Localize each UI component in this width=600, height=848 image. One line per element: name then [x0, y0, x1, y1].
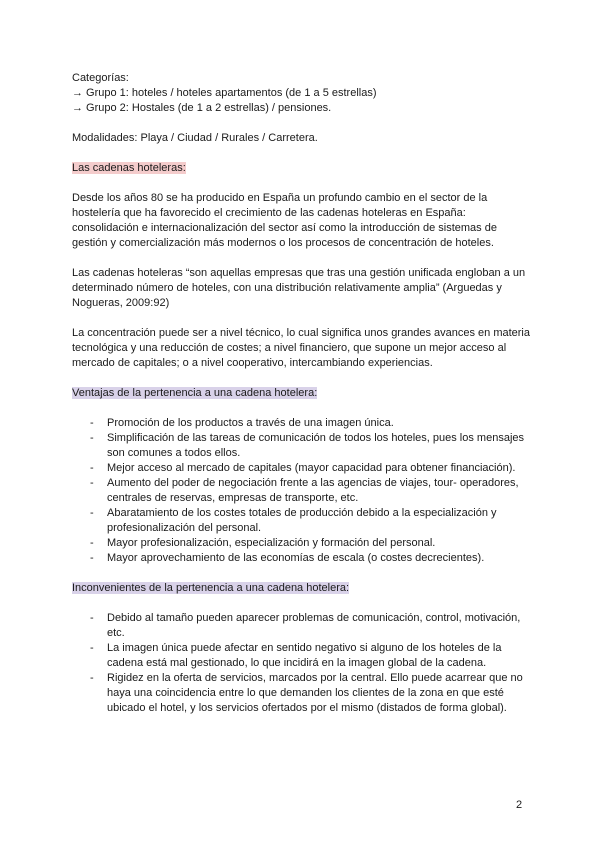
cadenas-paragraph-2: Las cadenas hoteleras “son aquellas empresas que tras una gestión unificada engloban a un determinado número de hoteles, con una distribución relativamente amplia” (Arguedas y Nogueras, 2009:92) [72, 267, 526, 309]
cadenas-paragraph-1: Desde los años 80 se ha producido en España un profundo cambio en el sector de la hostelería que ha favorecido el crecimiento de las cadenas hoteleras en España: consolidación e internacionalización del sector así como la introducción de sistemas de gestión y comercialización más modernos o los procesos de concentración de hoteles. [72, 192, 497, 249]
categories-grupo-1: → Grupo 1: hoteles / hoteles apartamentos (de 1 a 5 estrellas) [72, 87, 377, 99]
categories-title: Categorías: [72, 72, 129, 84]
list-item: - Simplificación de las tareas de comunicación de todos los hoteles, pues los mensajes son comunes a todos ellos. [72, 431, 532, 461]
cadenas-heading-text: Las cadenas hoteleras: [72, 162, 186, 174]
cadenas-heading [72, 161, 532, 176]
inconvenientes-heading [72, 581, 532, 596]
list-item: - Mayor aprovechamiento de las economías de escala (o costes decrecientes). [72, 551, 532, 566]
categories-grupo-2: → Grupo 2: Hostales (de 1 a 2 estrellas) / pensiones. [72, 102, 332, 114]
list-item: - Aumento del poder de negociación frente a las agencias de viajes, tour- operadores, centrales de reservas, empresas de transporte, etc. [72, 476, 532, 506]
cadenas-paragraph-3: La concentración puede ser a nivel técnico, lo cual significa unos grandes avances en materia tecnológica y una reducción de costes; a nivel financiero, que supone un mejor acceso al mercado de capitales; o a nivel cooperativo, intercambiando experiencias. [72, 327, 530, 369]
list-item: - Abaratamiento de los costes totales de producción debido a la especialización y profesionalización del personal. [72, 506, 532, 536]
inconvenientes-list [72, 611, 532, 716]
ventajas-list [72, 416, 532, 566]
list-item: - Debido al tamaño pueden aparecer problemas de comunicación, control, motivación, etc. [72, 611, 532, 641]
page-number: 2 [516, 799, 523, 811]
ventajas-heading [72, 386, 532, 401]
document-body [72, 71, 532, 716]
modalidades-line: Modalidades: Playa / Ciudad / Rurales / Carretera. [72, 132, 318, 144]
list-item: - Mejor acceso al mercado de capitales (mayor capacidad para obtener financiación). [72, 461, 532, 476]
list-item: - La imagen única puede afectar en sentido negativo si alguno de los hoteles de la cadena está mal gestionado, lo que incidirá en la imagen global de la cadena. [72, 641, 532, 671]
inconvenientes-heading-text: Inconvenientes de la pertenencia a una cadena hotelera: [72, 582, 350, 594]
ventajas-heading-text: Ventajas de la pertenencia a una cadena hotelera: [72, 387, 318, 399]
list-item: - Mayor profesionalización, especialización y formación del personal. [72, 536, 532, 551]
list-item: - Rigidez en la oferta de servicios, marcados por la central. Ello puede acarrear que no haya una coincidencia entre lo que demanden los clientes de la zona en que esté ubicado el hotel, y los servicios ofertados por el mismo (distados de forma global). [72, 671, 532, 716]
list-item: - Promoción de los productos a través de una imagen única. [72, 416, 532, 431]
